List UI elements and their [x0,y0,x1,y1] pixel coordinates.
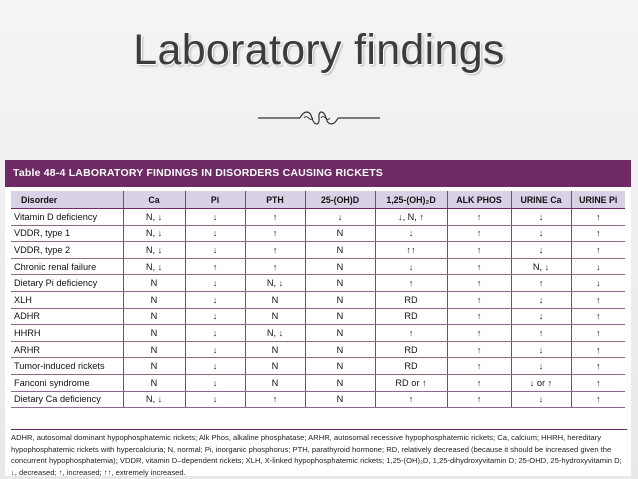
finding-cell: ↑ [185,258,245,275]
finding-cell: N [305,308,375,325]
finding-cell: ↓ [185,209,245,226]
column-header: PTH [245,191,305,209]
finding-cell: N [305,225,375,242]
disorder-cell: VDDR, type 1 [11,225,123,242]
lab-table-panel [5,160,631,476]
finding-cell: ↑ [245,258,305,275]
finding-cell: ↓ [571,275,625,292]
finding-cell: ↑↑ [375,242,447,259]
slide-title: Laboratory findings [133,26,505,74]
finding-cell: ↓ [185,374,245,391]
finding-cell: RD [375,291,447,308]
finding-cell: N, ↓ [245,275,305,292]
finding-cell: ↓ [185,225,245,242]
finding-cell: N [245,358,305,375]
finding-cell: ↑ [447,341,511,358]
table-row [11,374,625,391]
finding-cell: ↓ [375,258,447,275]
finding-cell: N, ↓ [245,325,305,342]
finding-cell: ↓ [511,225,571,242]
finding-cell: N [245,308,305,325]
table-caption: Table 48-4 LABORATORY FINDINGS IN DISORDERS CAUSING RICKETS [5,160,631,187]
finding-cell: N [305,391,375,408]
finding-cell: RD [375,308,447,325]
finding-cell: ↑ [447,225,511,242]
finding-cell: ↑ [447,275,511,292]
finding-cell: ↑ [571,325,625,342]
finding-cell: ↓ [571,258,625,275]
finding-cell: N [123,374,185,391]
table-row [11,291,625,308]
disorder-cell: HHRH [11,325,123,342]
finding-cell: ↑ [245,225,305,242]
finding-cell: ↑ [375,325,447,342]
disorder-cell: ADHR [11,308,123,325]
finding-cell: N, ↓ [123,258,185,275]
finding-cell: ↓ [185,341,245,358]
column-header: 1,25-(OH)₂D [375,191,447,209]
flourish-divider-icon [258,108,380,128]
finding-cell: ↑ [571,308,625,325]
finding-cell: ↓ [511,242,571,259]
column-header: URINE Ca [511,191,571,209]
finding-cell: N [245,374,305,391]
finding-cell: RD [375,358,447,375]
table-row [11,275,625,292]
finding-cell: ↑ [245,391,305,408]
finding-cell: ↓ [511,209,571,226]
finding-cell: ↓ [511,358,571,375]
column-header: 25-(OH)D [305,191,375,209]
table-body [11,209,625,408]
finding-cell: ↑ [447,258,511,275]
finding-cell: ↓ [375,225,447,242]
disorder-cell: ARHR [11,341,123,358]
finding-cell: ↓ [511,391,571,408]
finding-cell: RD or ↑ [375,374,447,391]
finding-cell: N [305,325,375,342]
finding-cell: ↑ [571,209,625,226]
finding-cell: ↑ [447,391,511,408]
finding-cell: ↑ [571,358,625,375]
finding-cell: N, ↓ [123,225,185,242]
finding-cell: N [245,291,305,308]
finding-cell: ↓ [185,358,245,375]
finding-cell: N, ↓ [123,391,185,408]
table-row [11,341,625,358]
finding-cell: ↑ [447,358,511,375]
disorder-cell: Dietary Ca deficiency [11,391,123,408]
lab-findings-table [11,191,625,408]
table-row [11,325,625,342]
column-header: URINE Pi [571,191,625,209]
finding-cell: ↓ [185,325,245,342]
finding-cell: N [305,242,375,259]
table-row [11,242,625,259]
finding-cell: ↑ [511,325,571,342]
table-row [11,358,625,375]
finding-cell: ↑ [447,374,511,391]
table-row [11,391,625,408]
finding-cell: N [123,275,185,292]
disorder-cell: XLH [11,291,123,308]
disorder-cell: Vitamin D deficiency [11,209,123,226]
finding-cell: ↓ [511,291,571,308]
finding-cell: ↑ [447,209,511,226]
disorder-cell: Dietary Pi deficiency [11,275,123,292]
finding-cell: RD [375,341,447,358]
column-header: Disorder [11,191,123,209]
finding-cell: N [245,341,305,358]
table-footnote: ADHR, autosomal dominant hypophosphatemic rickets; Alk Phos, alkaline phosphatase; ARHR, autosomal recessive hypophosphatemic rickets; Ca, calcium; HHRH, hereditary hypophosphatemic rickets with hypercalciuria; N, normal; Pi, inorganic phosphorus; PTH, parathyroid hormone; RD, relatively decreased (because it should be increased given the concurrent hypophosphatemia); VDDR, vitamin D–dependent rickets; XLH, X-linked hypophosphatemic rickets; 1,25-(OH)₂D, 1,25-dihydroxyvitamin D; 25-OHD, 25-hydroxyvitamin D; ↓, decreased; ↑, increased; ↑↑, extremely increased. [11,429,627,478]
finding-cell: ↓ [185,308,245,325]
table-row [11,258,625,275]
finding-cell: N [305,374,375,391]
finding-cell: ↓ [511,341,571,358]
finding-cell: N [305,358,375,375]
column-header: ALK PHOS [447,191,511,209]
finding-cell: ↓ [185,275,245,292]
column-header: Ca [123,191,185,209]
table-row [11,308,625,325]
finding-cell: ↑ [511,275,571,292]
finding-cell: N, ↓ [123,209,185,226]
finding-cell: ↓, N, ↑ [375,209,447,226]
finding-cell: N [305,291,375,308]
finding-cell: N [305,275,375,292]
finding-cell: ↓ [185,391,245,408]
finding-cell: ↓ [185,291,245,308]
table-header-row [11,191,625,209]
finding-cell: N [123,358,185,375]
finding-cell: ↓ [185,242,245,259]
finding-cell: ↑ [245,242,305,259]
finding-cell: ↑ [375,275,447,292]
finding-cell: ↑ [447,325,511,342]
disorder-cell: Fanconi syndrome [11,374,123,391]
finding-cell: ↓ or ↑ [511,374,571,391]
finding-cell: ↑ [245,209,305,226]
disorder-cell: VDDR, type 2 [11,242,123,259]
column-header: Pi [185,191,245,209]
finding-cell: ↑ [375,391,447,408]
table-row [11,225,625,242]
finding-cell: ↑ [447,242,511,259]
finding-cell: ↑ [571,374,625,391]
finding-cell: ↑ [447,291,511,308]
finding-cell: N [123,341,185,358]
disorder-cell: Tumor-induced rickets [11,358,123,375]
finding-cell: ↓ [305,209,375,226]
table-row [11,209,625,226]
finding-cell: N [123,308,185,325]
finding-cell: N, ↓ [511,258,571,275]
finding-cell: N [305,258,375,275]
finding-cell: N [305,341,375,358]
finding-cell: ↑ [447,308,511,325]
finding-cell: ↑ [571,225,625,242]
finding-cell: ↓ [511,308,571,325]
finding-cell: ↑ [571,291,625,308]
disorder-cell: Chronic renal failure [11,258,123,275]
finding-cell: ↑ [571,242,625,259]
finding-cell: ↑ [571,341,625,358]
finding-cell: ↑ [571,391,625,408]
finding-cell: N, ↓ [123,242,185,259]
finding-cell: N [123,291,185,308]
finding-cell: N [123,325,185,342]
